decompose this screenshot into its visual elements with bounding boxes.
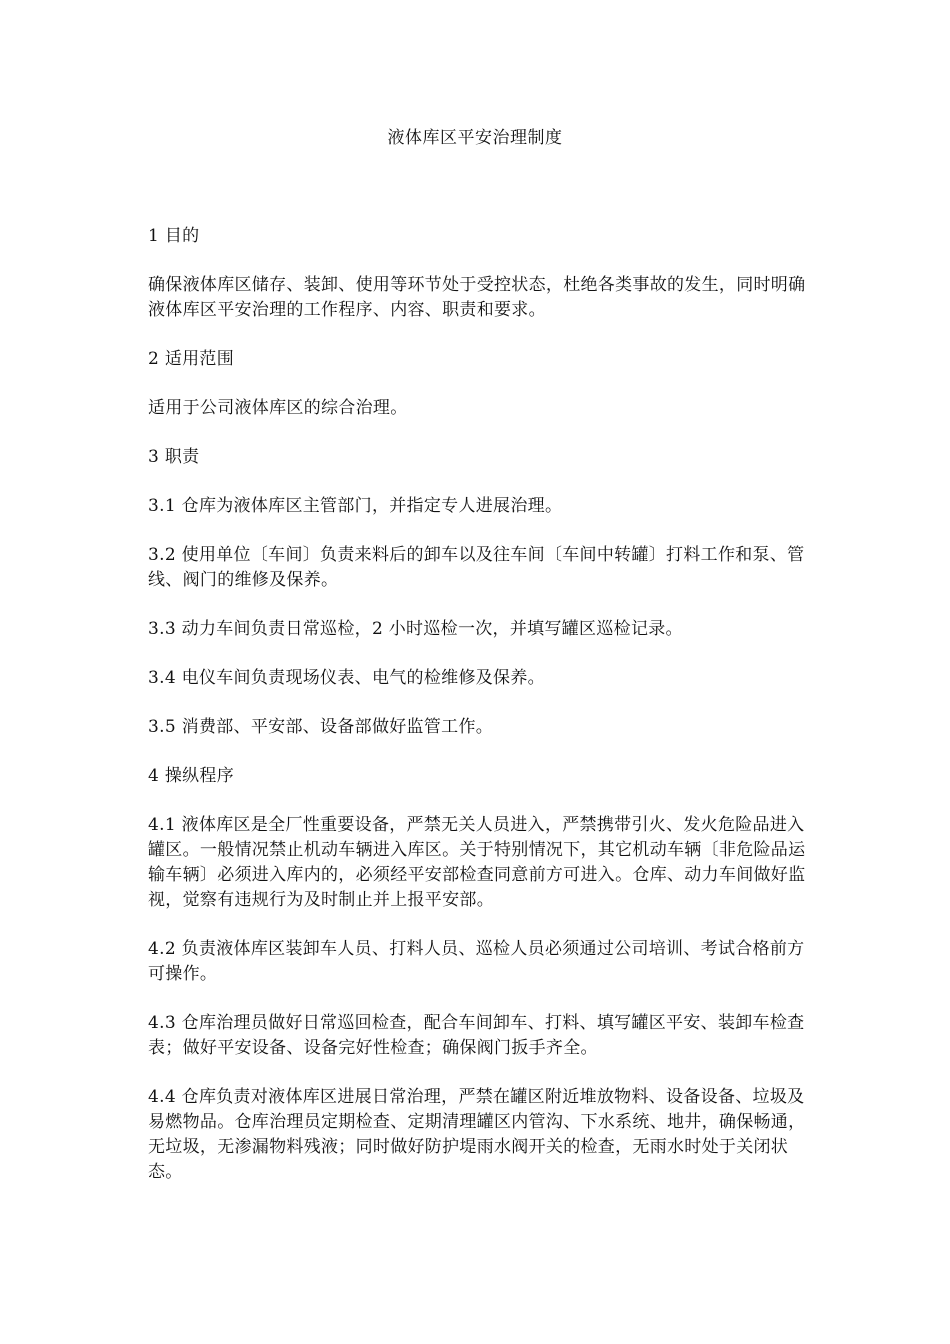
paragraph: 确保液体库区储存、装卸、使用等环节处于受控状态，杜绝各类事故的发生，同时明确液体库区平安治理的工作程序、内容、职责和要求。 (148, 275, 806, 320)
paragraph: 3.1 仓库为液体库区主管部门，并指定专人进展治理。 (148, 496, 563, 516)
section-heading-duties: 3 职责 (148, 447, 200, 467)
paragraph: 4.2 负责液体库区装卸车人员、打料人员、巡检人员必须通过公司培训、考试合格前方可操作。 (148, 939, 805, 984)
paragraph: 适用于公司液体库区的综合治理。 (148, 398, 408, 418)
section-heading-procedure: 4 操纵程序 (148, 766, 235, 786)
paragraph: 4.1 液体库区是全厂性重要设备，严禁无关人员进入，严禁携带引火、发火危险品进入罐区。一般情况禁止机动车辆进入库区。关于特别情况下，其它机动车辆〔非危险品运输车辆〕必须进入库内的，必须经平安部检查同意前方可进入。仓库、动力车间做好监视，觉察有违规行为及时制止并上报平安部。 (148, 815, 806, 910)
paragraph: 3.4 电仪车间负责现场仪表、电气的检维修及保养。 (148, 668, 545, 688)
paragraph: 4.4 仓库负责对液体库区进展日常治理，严禁在罐区附近堆放物料、设备设备、垃圾及易燃物品。仓库治理员定期检查、定期清理罐区内管沟、下水系统、地井，确保畅通，无垃圾，无渗漏物料残液；同时做好防护堤雨水阀开关的检查，无雨水时处于关闭状态。 (148, 1087, 806, 1182)
paragraph: 4.3 仓库治理员做好日常巡回检查，配合车间卸车、打料、填写罐区平安、装卸车检查表；做好平安设备、设备完好性检查；确保阀门扳手齐全。 (148, 1013, 805, 1058)
section-heading-scope: 2 适用范围 (148, 349, 235, 369)
paragraph: 3.5 消费部、平安部、设备部做好监管工作。 (148, 717, 494, 737)
document-body (148, 224, 808, 1209)
section-heading-purpose: 1 目的 (148, 226, 200, 246)
document-title: 液体库区平安治理制度 (387, 128, 563, 148)
paragraph: 3.3 动力车间负责日常巡检，2 小时巡检一次，并填写罐区巡检记录。 (148, 619, 683, 639)
paragraph: 3.2 使用单位〔车间〕负责来料后的卸车以及往车间〔车间中转罐〕打料工作和泵、管线、阀门的维修及保养。 (148, 545, 805, 590)
